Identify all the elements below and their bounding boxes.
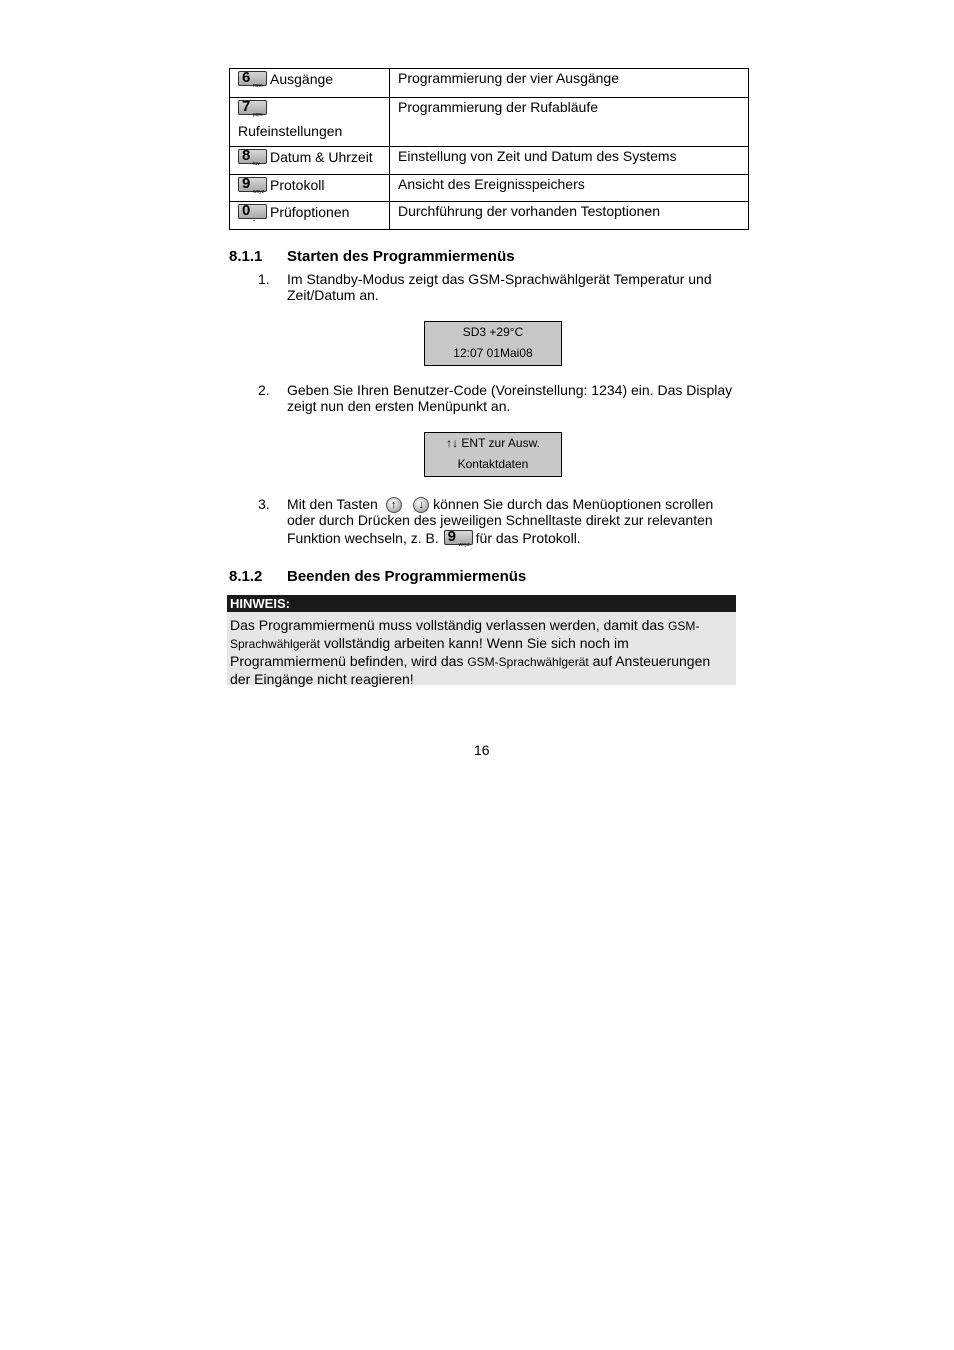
keypad-key-icon: 0 ⎵ bbox=[238, 204, 267, 219]
step-text: oder durch Drücken des jeweiligen Schnelltaste direkt zur relevanten bbox=[287, 512, 713, 528]
note-heading: HINWEIS: bbox=[227, 595, 736, 612]
section-number: 8.1.2 bbox=[229, 568, 263, 585]
row-label: Datum & Uhrzeit bbox=[270, 149, 373, 165]
key-cell bbox=[230, 202, 390, 230]
note-line: der Eingänge nicht reagieren! bbox=[230, 671, 414, 687]
step-text-line bbox=[287, 530, 581, 546]
lcd-display-standby bbox=[424, 321, 562, 366]
table-row bbox=[230, 202, 749, 230]
arrow-down-icon: ↓ bbox=[413, 497, 429, 513]
page-number: 16 bbox=[474, 742, 490, 758]
row-description: Programmierung der vier Ausgänge bbox=[390, 69, 749, 98]
step-text: Mit den Tasten bbox=[287, 496, 378, 512]
row-label: Ausgänge bbox=[270, 71, 334, 87]
key-cell bbox=[230, 175, 390, 202]
note-line: Programmiermenü befinden, wird das GSM-Sprachwählgerät auf Ansteuerungen bbox=[230, 653, 711, 669]
section-title: Beenden des Programmiermenüs bbox=[287, 568, 527, 585]
section-number: 8.1.1 bbox=[229, 248, 263, 265]
lcd-line: Kontaktdaten bbox=[457, 457, 529, 471]
key-cell bbox=[230, 147, 390, 175]
keypad-key-icon: 6 mno bbox=[238, 71, 267, 86]
keypad-key-icon: 7 pqrs bbox=[238, 100, 267, 115]
row-label: Prüfoptionen bbox=[270, 204, 350, 220]
step-text: Funktion wechseln, z. B. bbox=[287, 530, 439, 546]
key-cell bbox=[230, 98, 390, 147]
step-text: können Sie durch das Menüoptionen scrollen bbox=[433, 496, 714, 512]
step-text: Geben Sie Ihren Benutzer-Code (Voreinstellung: 1234) ein. Das Display zeigt nun den ersten Menüpunkt an. bbox=[287, 382, 733, 414]
lcd-line: ↑↓ ENT zur Ausw. bbox=[446, 436, 540, 450]
arrow-up-icon: ↑ bbox=[386, 497, 402, 513]
row-description: Einstellung von Zeit und Datum des Systems bbox=[390, 147, 749, 175]
row-description: Ansicht des Ereignisspeichers bbox=[390, 175, 749, 202]
note-line: Das Programmiermenü muss vollständig verlassen werden, damit das GSM- bbox=[230, 617, 700, 633]
keypad-key-icon: 9 wxyz bbox=[238, 177, 267, 192]
step-number: 3. bbox=[258, 496, 270, 512]
row-description: Durchführung der vorhanden Testoptionen bbox=[390, 202, 749, 230]
row-label: Rufeinstellungen bbox=[238, 123, 343, 139]
row-label: Protokoll bbox=[270, 177, 325, 193]
keypad-key-icon: 8 tuv bbox=[238, 149, 267, 164]
table-row bbox=[230, 98, 749, 147]
step-number: 1. bbox=[258, 271, 270, 287]
section-title: Starten des Programmiermenüs bbox=[287, 248, 515, 265]
table-row bbox=[230, 69, 749, 98]
step-number: 2. bbox=[258, 382, 270, 398]
note-body bbox=[227, 612, 736, 685]
table-row bbox=[230, 147, 749, 175]
key-cell bbox=[230, 69, 390, 98]
keypad-key-icon: 9 wxyz bbox=[444, 530, 473, 545]
lcd-display-menu bbox=[424, 432, 562, 477]
lcd-line: SD3 +29°C bbox=[462, 325, 524, 339]
menu-shortcut-table bbox=[229, 68, 749, 230]
lcd-line: 12:07 01Mai08 bbox=[453, 346, 533, 360]
table-row bbox=[230, 175, 749, 202]
step-text: für das Protokoll. bbox=[475, 530, 581, 546]
note-line: Sprachwählgerät vollständig arbeiten kann! Wenn Sie sich noch im bbox=[230, 635, 629, 651]
step-text: Im Standby-Modus zeigt das GSM-Sprachwählgerät Temperatur und Zeit/Datum an. bbox=[287, 271, 712, 303]
row-description: Programmierung der Rufabläufe bbox=[390, 98, 749, 147]
step-text-line bbox=[287, 496, 713, 513]
